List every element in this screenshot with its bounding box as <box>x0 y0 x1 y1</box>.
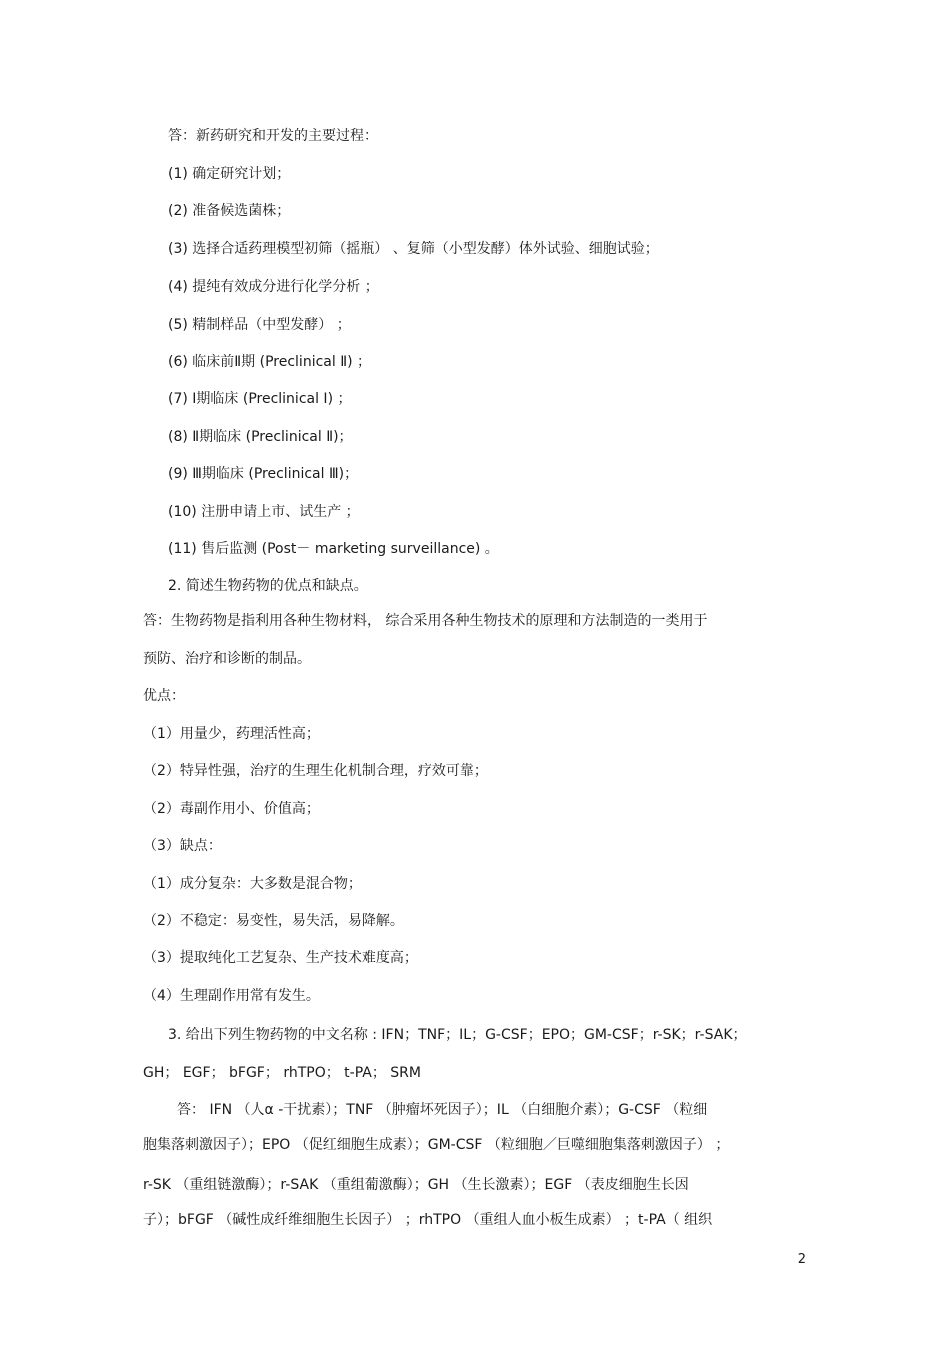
step-item: (6) 临床前Ⅱ期 (Preclinical Ⅱ) ； <box>168 354 371 370</box>
step-item: (10) 注册申请上市、试生产 ； <box>168 504 360 520</box>
step-item: (1) 确定研究计划； <box>168 166 291 182</box>
list-item: （4）生理副作用常有发生。 <box>143 988 320 1004</box>
question-3-answer-line: 胞集落刺激因子）；EPO （促红细胞生成素）；GM-CSF （粒细胞／巨噬细胞集落刺激因子） ； <box>143 1137 730 1153</box>
question-2-answer-line: 答：生物药物是指利用各种生物材料， 综合采用各种生物技术的原理和方法制造的一类用于 <box>143 613 708 629</box>
question-3-answer-line: 子）；bFGF （碱性成纤维细胞生长因子） ；rhTPO （重组人血小板生成素） ；t-PA（ 组织 <box>143 1212 713 1228</box>
list-item: （1）用量少，药理活性高； <box>143 726 320 742</box>
list-item: （3）缺点： <box>143 838 222 854</box>
step-item: (8) Ⅱ期临床 (Preclinical Ⅱ)； <box>168 429 353 445</box>
step-item: (3) 选择合适药理模型初筛（摇瓶） 、复筛（小型发酵）体外试验、细胞试验； <box>168 241 659 257</box>
step-item: (11) 售后监测 (Post－ marketing surveillance) 。 <box>168 541 499 557</box>
list-item: （3）提取纯化工艺复杂、生产技术难度高； <box>143 950 418 966</box>
question-3-answer-line: r-SK （重组链激酶）；r-SAK （重组葡激酶）；GH （生长激素）；EGF （表皮细胞生长因 <box>143 1177 689 1193</box>
step-item: (7) Ⅰ期临床 (Preclinical I) ； <box>168 391 352 407</box>
question-3-title: 3. 给出下列生物药物的中文名称 : IFN；TNF；IL；G-CSF；EPO；GM-CSF；r-SK；r-SAK； <box>168 1027 747 1043</box>
list-item: （2）特异性强，治疗的生理生化机制合理，疗效可靠； <box>143 763 488 779</box>
step-item: (5) 精制样品（中型发酵） ； <box>168 317 351 333</box>
question-2-answer-line: 预防、治疗和诊断的制品。 <box>143 651 311 667</box>
question-3-title-continued: GH； EGF； bFGF； rhTPO； t-PA； SRM <box>143 1065 421 1081</box>
list-item: （2）不稳定：易变性，易失活，易降解。 <box>143 913 404 929</box>
step-item: (4) 提纯有效成分进行化学分析 ； <box>168 279 379 295</box>
answer-intro: 答：新药研究和开发的主要过程： <box>168 128 378 144</box>
step-item: (2) 准备候选菌株； <box>168 203 291 219</box>
list-item: （1）成分复杂：大多数是混合物； <box>143 876 362 892</box>
question-2-title: 2. 简述生物药物的优点和缺点。 <box>168 578 368 594</box>
page-number: 2 <box>797 1252 806 1267</box>
step-item: (9) Ⅲ期临床 (Preclinical Ⅲ)； <box>168 466 359 482</box>
advantages-label: 优点： <box>143 688 185 704</box>
question-3-answer-line: 答： IFN （人α -干扰素）；TNF （肿瘤坏死因子）；IL （白细胞介素）；G-CSF （粒细 <box>177 1102 708 1118</box>
list-item: （2）毒副作用小、价值高； <box>143 801 320 817</box>
